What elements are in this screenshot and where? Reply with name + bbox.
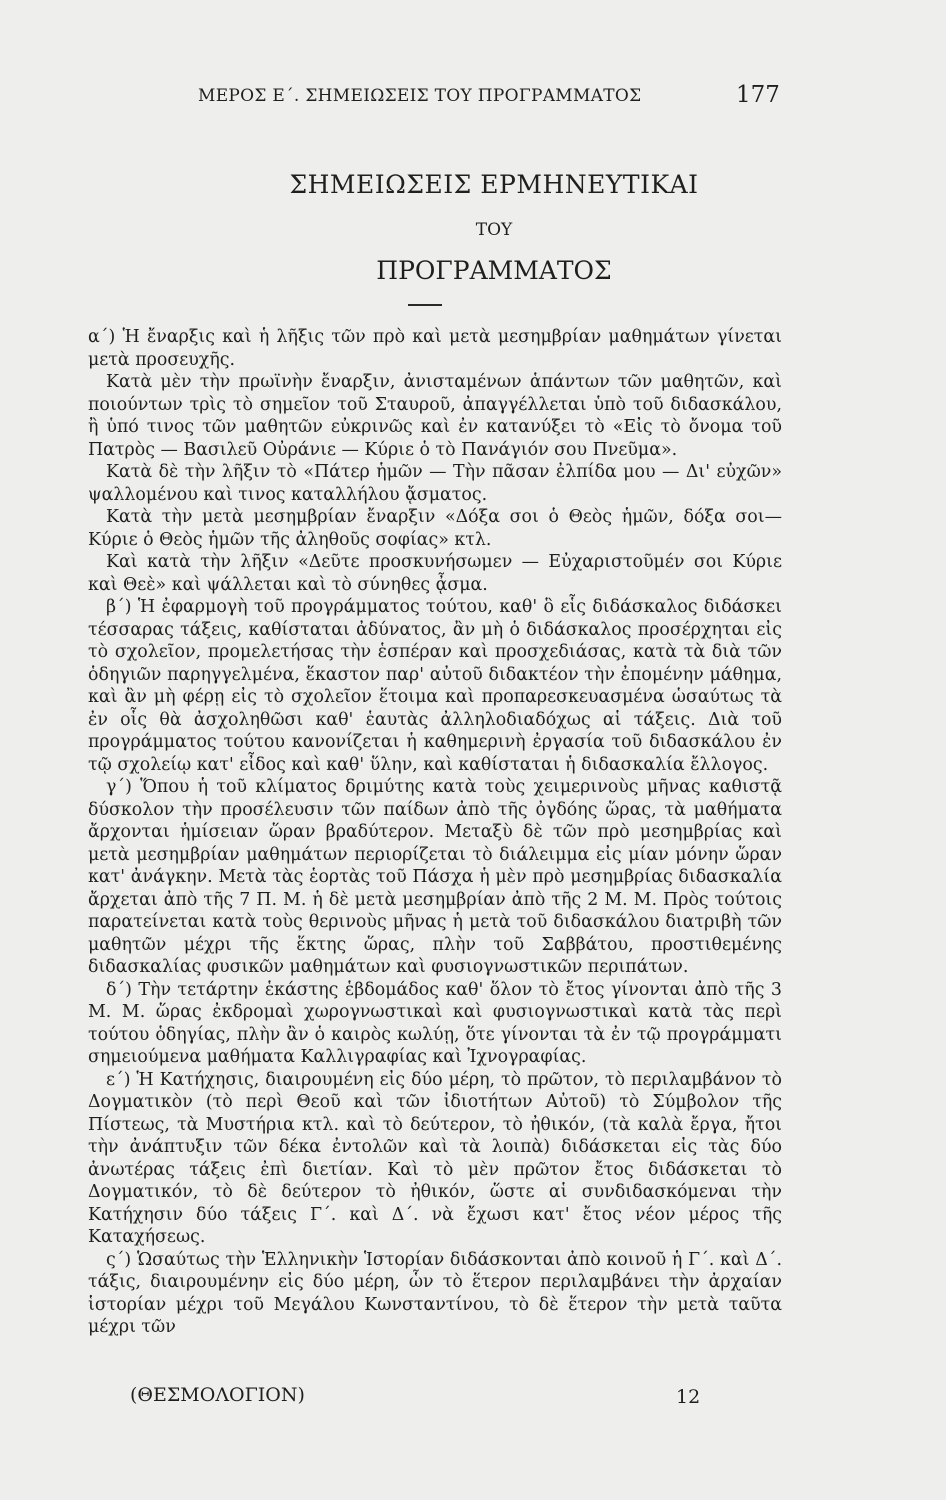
paragraph-stigma: ς΄) Ὡσαύτως τὴν Ἑλληνικὴν Ἱστορίαν διδάσκονται ἀπὸ κοινοῦ ἡ Γ΄. καὶ Δ΄. τάξις, διαιρουμένην εἰς δύο μέρη, ὧν τὸ ἕτερον περιλαμβάνει τὴν ἀρχαίαν ἱστορίαν μέχρι τοῦ Μεγάλου Κωνσταντίνου, τὸ δὲ ἕτερον τὴν μετὰ ταῦτα μέχρι τῶν [88,1249,782,1337]
paragraph-gamma: γ΄) Ὅπου ἡ τοῦ κλίματος δριμύτης κατὰ τοὺς χειμερινοὺς μῆνας καθιστᾷ δύσκολον τὴν προσέλευσιν τῶν παίδων ἀπὸ τῆς ὀγδόης ὥρας, τὰ μαθήματα ἄρχονται ἡμίσειαν ὥραν βραδύτερον. Μεταξὺ δὲ τῶν πρὸ μεσημβρίας καὶ μετὰ μεσημβρίαν μαθημάτων περιορίζεται τὸ διάλειμμα εἰς μίαν μόνην ὥραν κατ' ἀνάγκην. Μετὰ τὰς ἑορτὰς τοῦ Πάσχα ἡ μὲν πρὸ μεσημβρίας διδασκαλία ἄρχεται ἀπὸ τῆς 7 Π. Μ. ἡ δὲ μετὰ μεσημβρίαν ἀπὸ τῆς 2 Μ. Μ. Πρὸς τούτοις παρατείνεται κατὰ τοὺς θερινοὺς μῆνας ἡ μετὰ τοῦ διδασκάλου διατριβὴ τῶν μαθητῶν μέχρι τῆς ἕκτης ὥρας, πλὴν τοῦ Σαββάτου, προστιθεμένης διδασκαλίας φυσικῶν μαθημάτων καὶ φυσιογνωστικῶν περιπάτων. [88,777,782,977]
title-line-2: ΤΟΥ [475,220,513,240]
paragraph-alpha: α΄) Ἡ ἔναρξις καὶ ἡ λῆξις τῶν πρὸ καὶ μετὰ μεσημβρίαν μαθημάτων γίνεται μετὰ προσευχῆς. [88,327,782,370]
paragraph-delta: δ΄) Τὴν τετάρτην ἑκάστης ἑβδομάδος καθ' ὅλον τὸ ἔτος γίνονται ἀπὸ τῆς 3 Μ. Μ. ὥρας ἐκδρομαὶ χωρογνωστικαὶ καὶ φυσιογνωστικαὶ κατὰ τὰς περὶ τούτου ὁδηγίας, πλὴν ἂν ὁ καιρὸς κωλύῃ, ὅτε γίνονται τὰ ἐν τῷ προγράμματι σημειούμενα μαθήματα Καλλιγραφίας καὶ Ἰχνογραφίας. [88,979,782,1067]
title-rule [408,304,442,306]
paragraph: Κατὰ δὲ τὴν λῆξιν τὸ «Πάτερ ἡμῶν — Τὴν πᾶσαν ἐλπίδα μου — Δι' εὐχῶν» ψαλλομένου καὶ τινος καταλλήλου ᾄσματος. [88,462,782,505]
title-line-1: ΣΗΜΕΙΩΣΕΙΣ ΕΡΜΗΝΕΥΤΙΚΑΙ [289,170,699,199]
page-number: 177 [736,82,780,108]
paragraph-beta: β΄) Ἡ ἐφαρμογὴ τοῦ προγράμματος τούτου, καθ' ὃ εἷς διδάσκαλος διδάσκει τέσσαρας τάξεις, καθίσταται ἀδύνατος, ἂν μὴ ὁ διδάσκαλος προσέρχηται εἰς τὸ σχολεῖον, προμελετήσας τὴν ἑσπέραν καὶ προσχεδιάσας, κατὰ τὰ διὰ τῶν ὁδηγιῶν παρηγγελμένα, ἕκαστον παρ' αὐτοῦ διδακτέον τὴν ἐπομένην μάθημα, καὶ ἂν μὴ φέρῃ εἰς τὸ σχολεῖον ἕτοιμα καὶ προπαρεσκευασμένα ὡσαύτως τὰ ἐν οἷς θὰ ἀσχοληθῶσι καθ' ἑαυτὰς ἀλληλοδιαδόχως αἱ τάξεις. Διὰ τοῦ προγράμματος τούτου κανονίζεται ἡ καθημερινὴ ἐργασία τοῦ διδασκάλου ἐν τῷ σχολείῳ κατ' εἶδος καὶ καθ' ὕλην, καὶ καθίσταται ἡ διδασκαλία ἔλλογος. [88,597,782,775]
footer-sheet-number: 12 [676,1386,701,1408]
footer-signature: (ΘΕΣΜΟΛΟΓΙΟΝ) [130,1384,305,1406]
running-head: ΜΕΡΟΣ Ε΄. ΣΗΜΕΙΩΣΕΙΣ ΤΟΥ ΠΡΟΓΡΑΜΜΑΤΟΣ [198,86,642,106]
body-text [88,326,782,1339]
paragraph-epsilon: ε΄) Ἡ Κατήχησις, διαιρουμένη εἰς δύο μέρη, τὸ πρῶτον, τὸ περιλαμβάνον τὸ Δογματικὸν (τὸ περὶ Θεοῦ καὶ τῶν ἰδιοτήτων Αὐτοῦ) τὸ Σύμβολον τῆς Πίστεως, τὰ Μυστήρια κτλ. καὶ τὸ δεύτερον, τὸ ἠθικόν, (τὰ καλὰ ἔργα, ἤτοι τὴν ἀνάπτυξιν τῶν δέκα ἐντολῶν καὶ τὰ λοιπὰ) διδάσκεται εἰς τὰς δύο ἀνωτέρας τάξεις ἐπὶ διετίαν. Καὶ τὸ μὲν πρῶτον ἔτος διδάσκεται τὸ Δογματικόν, τὸ δὲ δεύτερον τὸ ἠθικόν, ὥστε αἱ συνδιδασκόμεναι τὴν Κατήχησιν δύο τάξεις Γ΄. καὶ Δ΄. νὰ ἔχωσι κατ' ἔτος νέον μέρος τῆς Καταχήσεως. [88,1069,782,1247]
paragraph: Καὶ κατὰ τὴν λῆξιν «Δεῦτε προσκυνήσωμεν — Εὐχαριστοῦμέν σοι Κύριε καὶ Θεὲ» καὶ ψάλλεται καὶ τὸ σύνηθες ᾆσμα. [88,552,782,595]
title-line-3: ΠΡΟΓΡΑΜΜΑΤΟΣ [376,256,612,285]
paragraph: Κατὰ μὲν τὴν πρωϊνὴν ἔναρξιν, ἀνισταμένων ἁπάντων τῶν μαθητῶν, καὶ ποιούντων τρὶς τὸ σημεῖον τοῦ Σταυροῦ, ἀπαγγέλλεται ὑπὸ τοῦ διδασκάλου, ἢ ὑπό τινος τῶν μαθητῶν εὐκρινῶς καὶ ἐν κατανύξει τὸ «Εἰς τὸ ὄνομα τοῦ Πατρὸς — Βασιλεῦ Οὐράνιε — Κύριε ὁ τὸ Πανάγιόν σου Πνεῦμα». [88,372,782,460]
paragraph: Κατὰ τὴν μετὰ μεσημβρίαν ἔναρξιν «Δόξα σοι ὁ Θεὸς ἡμῶν, δόξα σοι—Κύριε ὁ Θεὸς ἡμῶν τῆς ἀληθοῦς σοφίας» κτλ. [88,507,782,550]
